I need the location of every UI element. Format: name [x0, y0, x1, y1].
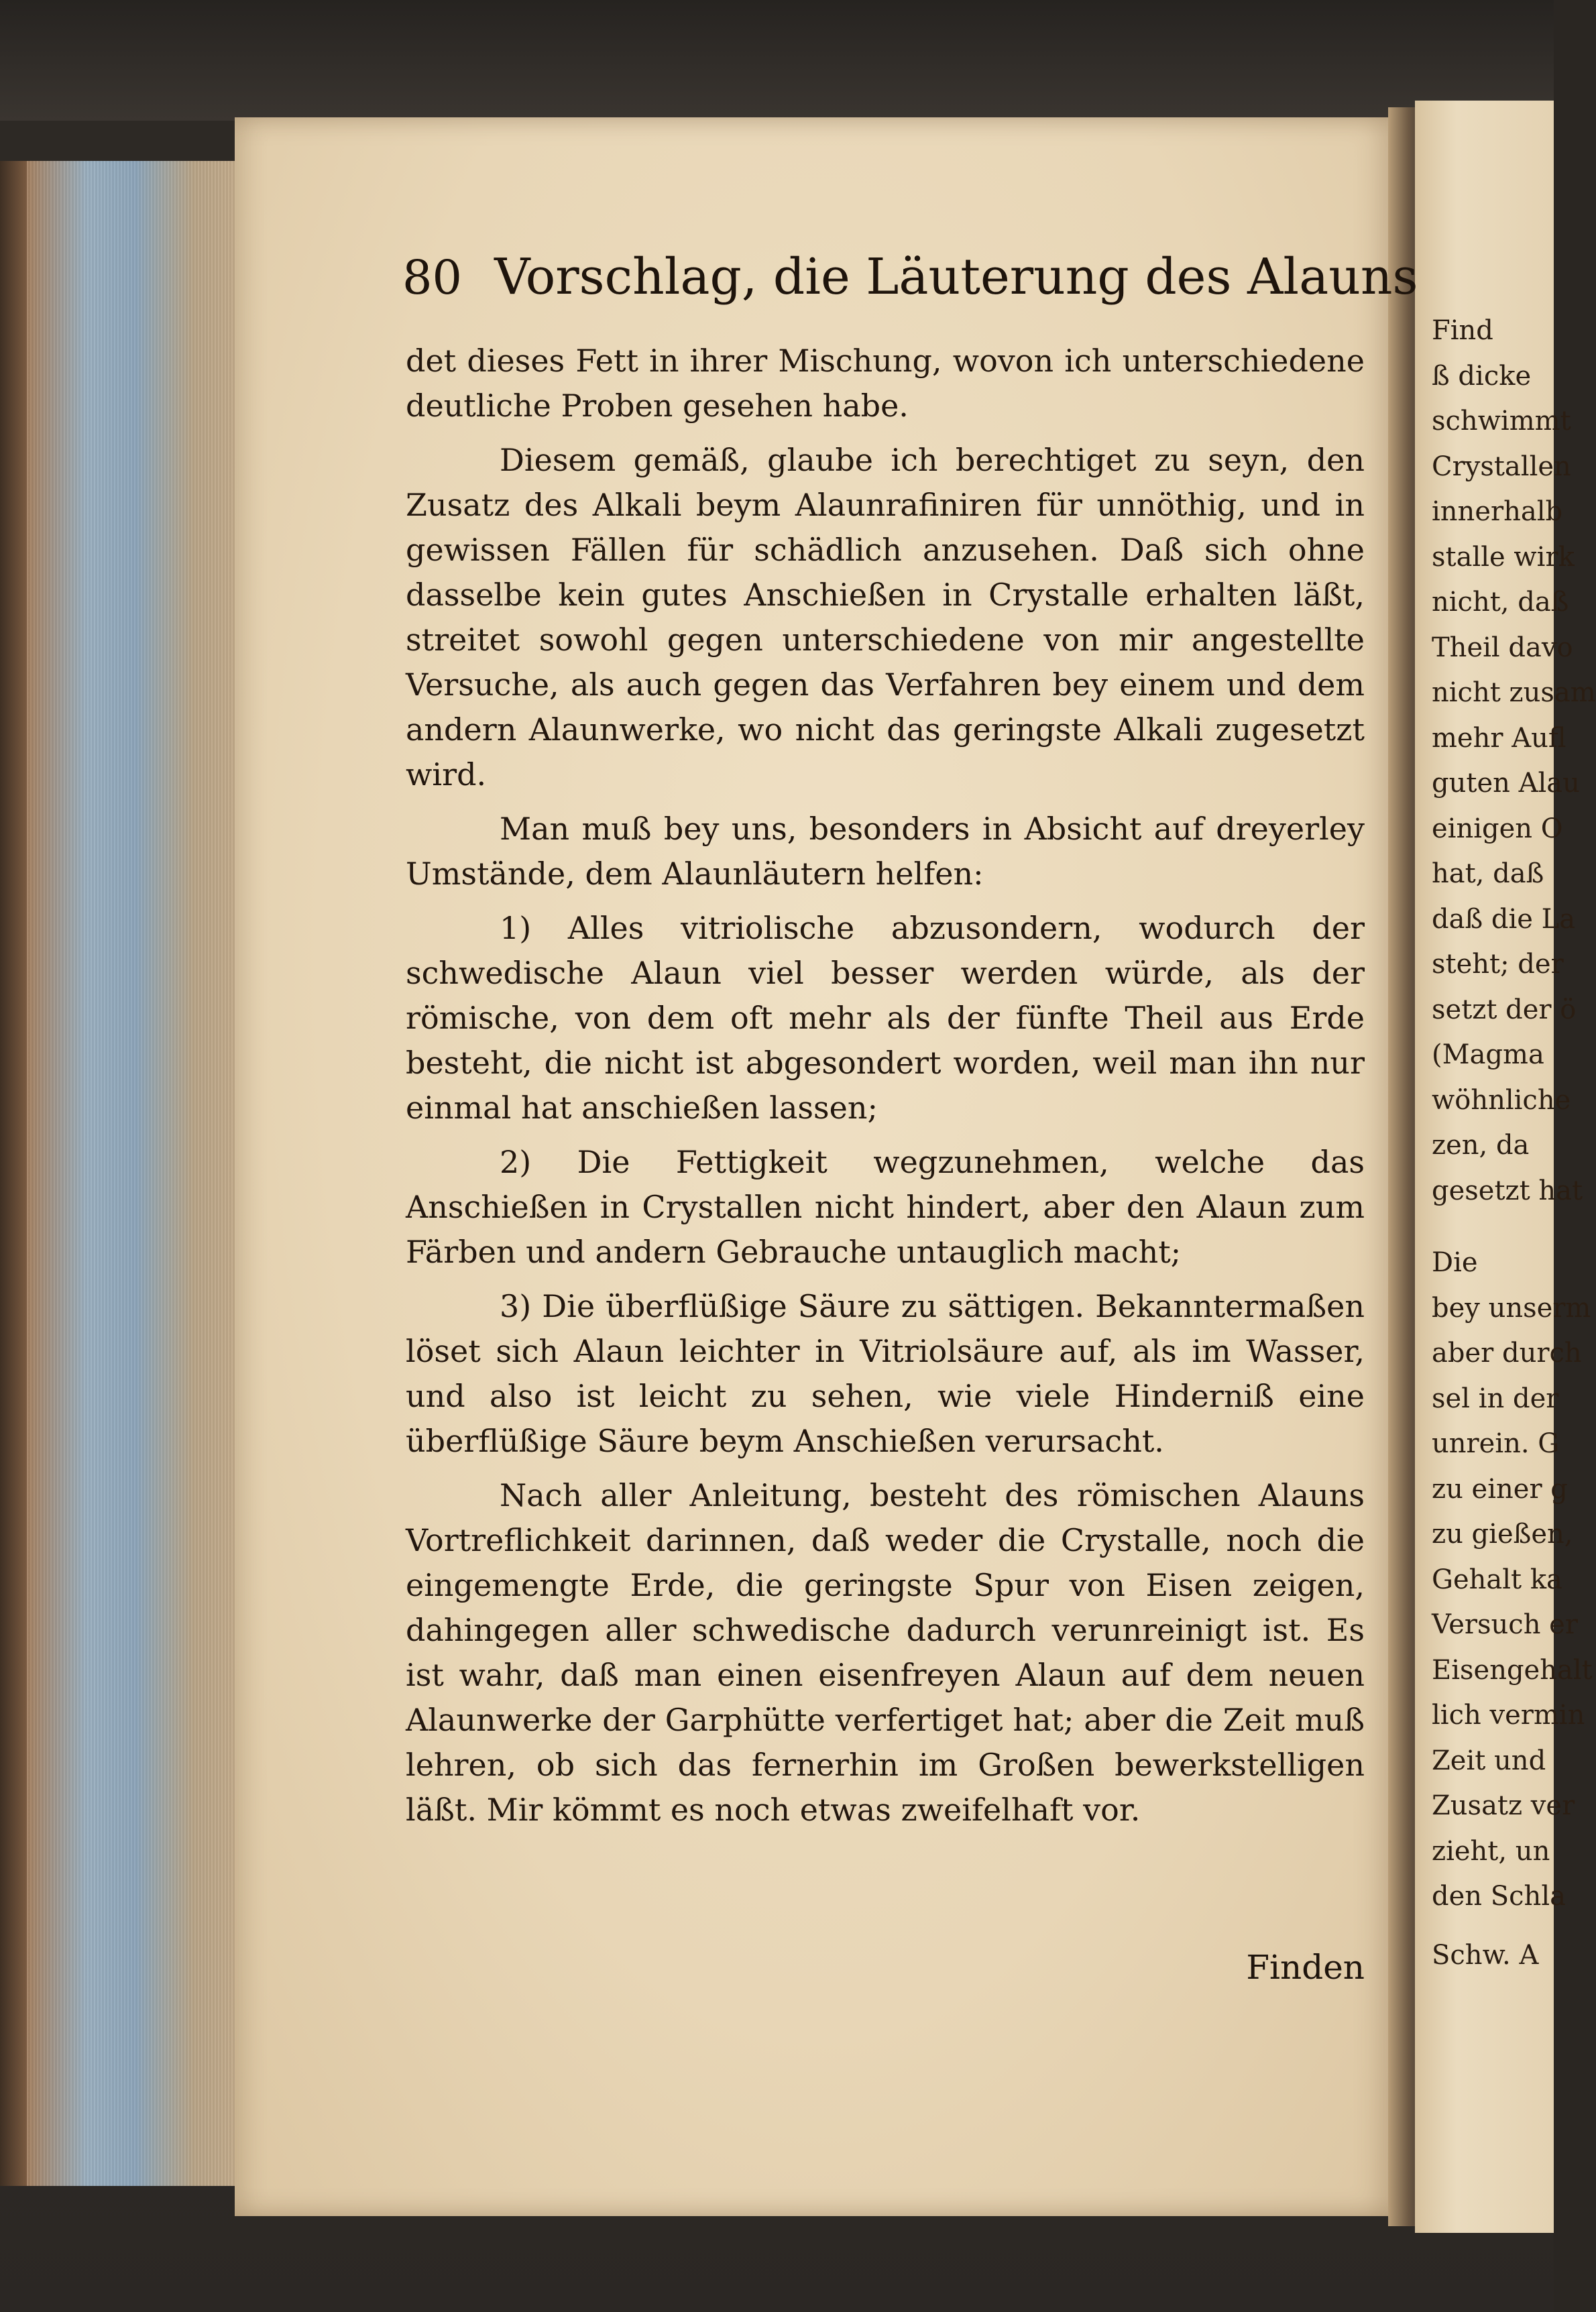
list-item: 2) Die Fettigkeit wegzunehmen, welche das Anschießen in Crystallen nicht hindert, aber den Alaun zum Färben und andern Gebrauche untauglich macht;	[406, 1144, 1365, 1270]
page-body	[406, 339, 1365, 1833]
facing-page-line: bey unserm	[1432, 1292, 1591, 1324]
facing-page-line: (Magma	[1432, 1039, 1544, 1070]
paragraph: Diesem gemäß, glaube ich berechtiget zu seyn, den Zusatz des Alkali beym Alaunrafiniren für unnöthig, und in gewissen Fällen für schädlich anzusehen. Daß sich ohne dasselbe kein gutes Anschießen in Crystalle erhalten läßt, streitet sowohl gegen unterschiedene von mir angestellte Versuche, als auch gegen das Verfahren bey einem und dem andern Alaunwerke, wo nicht das geringste Alkali zugesetzt wird.	[406, 442, 1365, 793]
facing-page-line: Theil davo	[1432, 632, 1573, 663]
list-item: 1) Alles vitriolische abzusondern, wodurch der schwedische Alaun viel besser werden würde, als der römische, von dem oft mehr als der fünfte Theil aus Erde besteht, die nicht ist abgesondert worden, weil man ihn nur einmal hat anschießen lassen;	[406, 910, 1365, 1126]
facing-page-line: Eisengehalt	[1432, 1654, 1593, 1686]
facing-page-line: einigen O	[1432, 813, 1563, 844]
facing-page-line: wöhnliche	[1432, 1084, 1571, 1116]
facing-page-line: stalle wirk	[1432, 541, 1575, 573]
list-item: 3) Die überflüßige Säure zu sättigen. Bekanntermaßen löset sich Alaun leichter in Vitriolsäure auf, als im Wasser, und also ist leicht zu sehen, wie viele Hinderniß eine überflüßige Säure beym Anschießen verursacht.	[406, 1288, 1365, 1459]
facing-page-line: sel in der	[1432, 1383, 1559, 1414]
background-surface	[0, 0, 1554, 121]
paragraph: det dieses Fett in ihrer Mischung, wovon ich unterschiedene deutliche Proben gesehen habe.	[406, 343, 1365, 424]
facing-page-line: gesetzt hat	[1432, 1175, 1583, 1206]
facing-page-line: Zusatz ver	[1432, 1790, 1575, 1821]
facing-page-line: Die	[1432, 1247, 1478, 1278]
facing-page-line: guten Alau	[1432, 768, 1580, 799]
facing-page-line: steht; der	[1432, 949, 1564, 980]
facing-page-line: Versuch er	[1432, 1609, 1578, 1640]
facing-page-line: zieht, un	[1432, 1835, 1550, 1867]
facing-page-line: mehr Aufl	[1432, 722, 1566, 754]
facing-page-line: unrein. G	[1432, 1428, 1560, 1459]
facing-page-line: nicht zusam	[1432, 677, 1596, 708]
facing-page-line: zu einer g	[1432, 1473, 1568, 1505]
running-head-title: Vorschlag, die Läuterung des Alauns	[494, 248, 1418, 306]
facing-page-line: zen, da	[1432, 1130, 1530, 1161]
facing-page-line: schwimmt	[1432, 406, 1571, 437]
facing-page-line: Crystallen	[1432, 451, 1571, 482]
facing-page-line: lich vermin	[1432, 1700, 1585, 1731]
page-number: 80	[402, 250, 463, 305]
facing-page-line: Find	[1432, 315, 1493, 346]
facing-page-line: innerhalb	[1432, 496, 1563, 527]
facing-page-line: den Schla	[1432, 1881, 1566, 1912]
paragraph: Nach aller Anleitung, besteht des römischen Alauns Vortreflichkeit darinnen, daß weder die Crystalle, noch die eingemengte Erde, die geringste Spur von Eisen zeigen, dahingegen aller schwedische dadurch verunreinigt ist. Es ist wahr, daß man einen eisenfreyen Alaun auf dem neuen Alaunwerke der Garphütte verfertiget hat; aber die Zeit muß lehren, ob sich das fernerhin im Großen bewerkstelligen läßt. Mir kömmt es noch etwas zweifelhaft vor.	[406, 1477, 1365, 1828]
facing-page-line: setzt der ö	[1432, 994, 1577, 1025]
facing-page-line: hat, daß	[1432, 858, 1544, 889]
facing-page-line: zu gießen,	[1432, 1519, 1573, 1550]
facing-page-line: Schw. A	[1432, 1939, 1539, 1971]
paragraph: Man muß bey uns, besonders in Absicht auf dreyerley Umstände, dem Alaunläutern helfen:	[406, 811, 1365, 892]
running-head	[402, 248, 1418, 306]
facing-page-line: Gehalt ka	[1432, 1564, 1562, 1595]
page-block-fore-edge	[0, 161, 248, 2186]
facing-page-line: daß die La	[1432, 903, 1576, 935]
facing-page-line: ß dicke	[1432, 360, 1532, 392]
facing-page-line: aber durch	[1432, 1338, 1582, 1369]
catchword: Finden	[1246, 1948, 1365, 1987]
facing-page-line: Zeit und	[1432, 1745, 1546, 1776]
facing-page-line: nicht, daß	[1432, 587, 1569, 618]
book-cover-edge	[0, 161, 27, 2186]
